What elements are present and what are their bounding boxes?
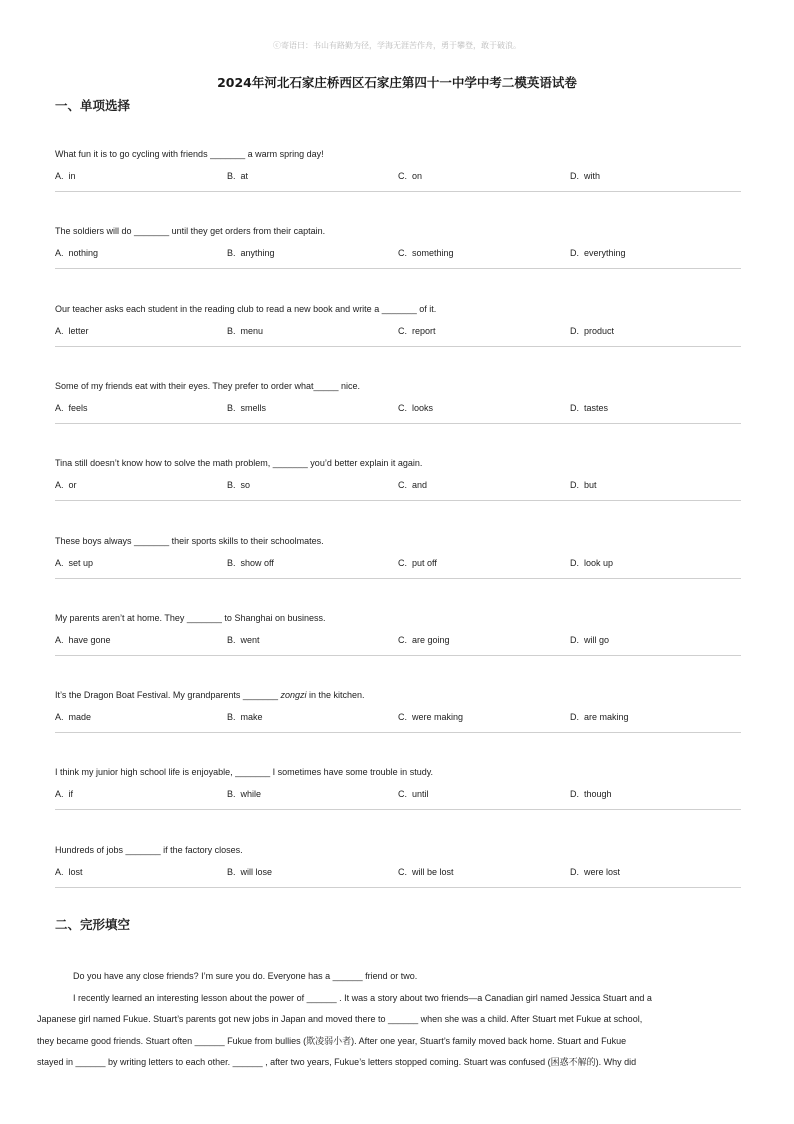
option-letter: A. (55, 325, 64, 336)
answer-options (55, 558, 741, 570)
option-letter: C. (398, 634, 407, 645)
option-text: will lose (240, 866, 273, 877)
option-letter: C. (398, 402, 407, 413)
question-divider (55, 346, 741, 347)
option-text: have gone (68, 634, 111, 645)
option-a[interactable] (55, 248, 98, 258)
answer-options (55, 635, 741, 647)
question-9 (55, 767, 741, 844)
option-text: tastes (584, 402, 609, 413)
option-letter: A. (55, 402, 64, 413)
option-letter: A. (55, 789, 64, 800)
option-a[interactable] (55, 480, 77, 490)
option-text: set up (68, 557, 94, 568)
option-text: letter (68, 325, 89, 336)
option-a[interactable] (55, 789, 73, 799)
option-letter: A. (55, 480, 64, 491)
option-b[interactable] (227, 326, 263, 336)
option-c[interactable] (398, 326, 436, 336)
watermark-text: ⓒ寄语曰：书山有路勤为径，学海无涯苦作舟，勇于攀登，敢于破浪。 (273, 41, 521, 50)
option-text: looks (412, 402, 434, 413)
option-text: or (68, 480, 77, 491)
option-b[interactable] (227, 789, 261, 799)
option-text: will be lost (412, 866, 454, 877)
question-stem: These boys always _______ their sports skills to their schoolmates. (55, 535, 324, 546)
question-divider (55, 191, 741, 192)
option-letter: C. (398, 866, 407, 877)
question-stem (55, 690, 365, 700)
answer-options (55, 171, 741, 183)
question-divider (55, 500, 741, 501)
question-stem: My parents aren’t at home. They _______ to Shanghai on business. (55, 612, 326, 623)
option-letter: B. (227, 789, 236, 800)
option-b[interactable] (227, 480, 250, 490)
option-letter: C. (398, 789, 407, 800)
option-letter: B. (227, 248, 236, 259)
option-text: show off (240, 557, 274, 568)
question-divider (55, 809, 741, 810)
option-b[interactable] (227, 403, 266, 413)
option-text: but (584, 480, 597, 491)
option-b[interactable] (227, 171, 248, 181)
option-text: were making (412, 712, 464, 723)
option-letter: D. (570, 248, 579, 259)
option-text: anything (240, 248, 275, 259)
option-letter: A. (55, 248, 64, 259)
cloze-line: Do you have any close friends? I’m sure you do. Everyone has a ______ friend or two. (73, 971, 418, 981)
option-d[interactable] (570, 480, 597, 490)
question-stem: The soldiers will do _______ until they get orders from their captain. (55, 226, 326, 237)
option-b[interactable] (227, 248, 275, 258)
option-text: made (68, 712, 92, 723)
option-d[interactable] (570, 326, 614, 336)
option-d[interactable] (570, 712, 629, 722)
option-letter: A. (55, 557, 64, 568)
option-d[interactable] (570, 171, 600, 181)
option-text: everything (584, 248, 626, 259)
option-letter: A. (55, 866, 64, 877)
option-letter: C. (398, 325, 407, 336)
cloze-line: stayed in ______ by writing letters to each other. ______ , after two years, Fukue’s letters stopped coming. Stuart was confused (困惑不解的). Why did (37, 1057, 637, 1067)
option-c[interactable] (398, 558, 437, 568)
option-letter: C. (398, 480, 407, 491)
question-stem: Tina still doesn’t know how to solve the math problem, _______ you’d better explain it again. (55, 458, 423, 469)
option-b[interactable] (227, 712, 263, 722)
question-divider (55, 268, 741, 269)
question-3 (55, 304, 741, 381)
option-text: on (412, 171, 423, 181)
option-letter: C. (398, 171, 407, 181)
question-stem: What fun it is to go cycling with friends _______ a warm spring day! (55, 149, 324, 159)
question-divider (55, 887, 741, 888)
question-6 (55, 536, 741, 613)
option-text: are going (412, 634, 450, 645)
option-text: will go (584, 634, 610, 645)
option-text: so (240, 480, 251, 491)
answer-options (55, 867, 741, 879)
section-heading-cloze: 二、完形填空 (55, 917, 131, 932)
option-c[interactable] (398, 867, 454, 877)
question-1 (55, 149, 741, 226)
option-a[interactable] (55, 558, 93, 568)
option-letter: B. (227, 712, 236, 723)
option-d[interactable] (570, 635, 609, 645)
option-b[interactable] (227, 867, 272, 877)
option-text: look up (584, 557, 614, 568)
option-letter: A. (55, 712, 64, 723)
question-stem: Hundreds of jobs _______ if the factory closes. (55, 844, 243, 855)
option-letter: D. (570, 634, 579, 645)
option-letter: D. (570, 712, 579, 723)
question-stem: Our teacher asks each student in the reading club to read a new book and write a _______ of it. (55, 303, 437, 314)
answer-options (55, 403, 741, 415)
option-letter: C. (398, 712, 407, 723)
option-letter: D. (570, 789, 579, 800)
option-a[interactable] (55, 326, 89, 336)
option-text: make (240, 712, 263, 723)
question-divider (55, 732, 741, 733)
option-letter: D. (570, 557, 579, 568)
option-a[interactable] (55, 171, 76, 181)
option-c[interactable] (398, 789, 429, 799)
question-divider (55, 578, 741, 579)
answer-options (55, 248, 741, 260)
option-c[interactable] (398, 171, 422, 181)
option-letter: D. (570, 480, 579, 491)
option-d[interactable] (570, 558, 613, 568)
option-letter: D. (570, 402, 579, 413)
question-stem-part: It’s the Dragon Boat Festival. My grandparents _______ (55, 690, 281, 701)
question-4 (55, 381, 741, 458)
answer-options (55, 480, 741, 492)
question-8 (55, 690, 741, 767)
cloze-paragraph-2 (37, 988, 741, 1074)
option-text: are making (584, 712, 629, 723)
option-letter: B. (227, 325, 236, 336)
option-text: until (412, 789, 429, 800)
question-10 (55, 845, 741, 922)
option-c[interactable] (398, 712, 463, 722)
page-title: 2024年河北石家庄桥西区石家庄第四十一中学中考二模英语试卷 (217, 75, 577, 90)
option-text: went (240, 634, 260, 645)
option-text: were lost (584, 866, 621, 877)
question-5 (55, 458, 741, 535)
answer-options (55, 326, 741, 338)
option-text: feels (68, 402, 88, 413)
option-text: and (412, 480, 428, 491)
option-text: while (240, 789, 262, 800)
option-d[interactable] (570, 248, 626, 258)
question-divider (55, 655, 741, 656)
question-stem: I think my junior high school life is enjoyable, _______ I sometimes have some trouble in study. (55, 767, 434, 778)
option-letter: A. (55, 171, 64, 181)
cloze-paragraph-1 (55, 966, 741, 988)
option-text: though (584, 789, 612, 800)
option-letter: B. (227, 171, 236, 181)
question-stem: Some of my friends eat with their eyes. They prefer to order what_____ nice. (55, 380, 360, 391)
question-7 (55, 613, 741, 690)
option-c[interactable] (398, 635, 450, 645)
answer-options (55, 789, 741, 801)
option-text: menu (240, 325, 264, 336)
option-c[interactable] (398, 480, 427, 490)
option-letter: B. (227, 866, 236, 877)
option-text: lost (68, 866, 83, 877)
option-b[interactable] (227, 558, 274, 568)
option-letter: C. (398, 248, 407, 259)
option-text: put off (412, 557, 437, 568)
option-a[interactable] (55, 635, 111, 645)
section-heading-single-choice: 一、单项选择 (55, 98, 131, 113)
question-divider (55, 423, 741, 424)
option-d[interactable] (570, 867, 620, 877)
option-text: product (584, 325, 615, 336)
option-letter: B. (227, 402, 236, 413)
cloze-line: they became good friends. Stuart often ______ Fukue from bullies (欺凌弱小者). After one year, Stuart’s family moved back home. Stuart and Fukue (37, 1035, 627, 1046)
question-stem-italic: zongzi (280, 690, 307, 701)
option-d[interactable] (570, 789, 612, 799)
option-d[interactable] (570, 403, 608, 413)
option-text: nothing (68, 248, 99, 259)
option-text: something (412, 248, 454, 259)
option-a[interactable] (55, 867, 83, 877)
option-letter: B. (227, 634, 236, 645)
option-letter: D. (570, 325, 579, 336)
option-c[interactable] (398, 248, 454, 258)
option-c[interactable] (398, 403, 433, 413)
cloze-line: I recently learned an interesting lesson about the power of ______ . It was a story about two friends—a Canadian girl named Jessica Stuart and a (73, 992, 652, 1003)
option-letter: D. (570, 171, 579, 181)
option-a[interactable] (55, 712, 91, 722)
option-letter: B. (227, 480, 236, 491)
question-stem-part: in the kitchen. (306, 690, 365, 701)
option-text: smells (240, 402, 267, 413)
option-a[interactable] (55, 403, 88, 413)
option-letter: B. (227, 557, 236, 568)
cloze-passage (37, 966, 741, 1074)
option-text: report (412, 325, 436, 336)
option-letter: C. (398, 557, 407, 568)
option-letter: D. (570, 866, 579, 877)
option-text: if (68, 789, 74, 800)
option-text: at (240, 171, 249, 181)
cloze-line: Japanese girl named Fukue. Stuart’s parents got new jobs in Japan and moved there to ______ when she was a child. After Stuart met Fukue at school, (37, 1014, 643, 1024)
option-text: in (68, 171, 76, 181)
option-b[interactable] (227, 635, 260, 645)
answer-options (55, 712, 741, 724)
question-2 (55, 226, 741, 303)
option-letter: A. (55, 634, 64, 645)
option-text: with (584, 171, 601, 181)
